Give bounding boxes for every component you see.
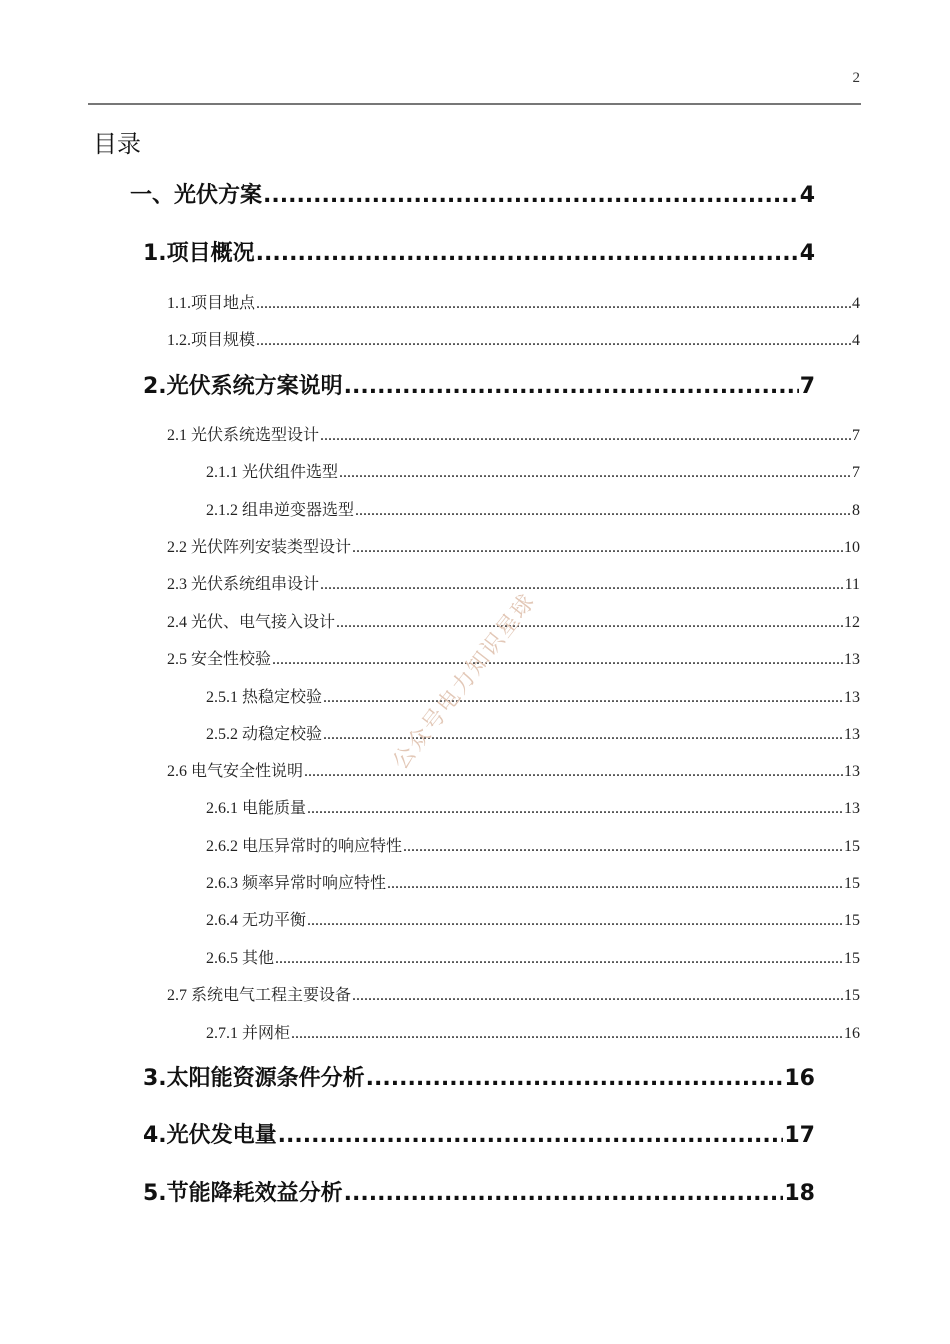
watermark: 公众号电力知识星球 (388, 588, 541, 775)
page-number: 2 (852, 70, 860, 86)
dot-leader (275, 950, 843, 968)
toc-entry[interactable] (206, 497, 860, 520)
toc-entry[interactable] (167, 422, 860, 445)
toc-entry-label: 1.1.项目地点 (167, 295, 256, 312)
toc-entry[interactable] (206, 459, 860, 482)
toc-entry-page: 15 (844, 950, 860, 967)
toc-entry[interactable] (130, 178, 815, 209)
toc-entry-page: 16 (784, 1066, 815, 1091)
toc-entry-label: 4.光伏发电量 (143, 1123, 277, 1148)
toc-title: 目录 (93, 130, 141, 158)
toc-entry-label: 2.3 光伏系统组串设计 (167, 576, 320, 593)
dot-leader (320, 427, 851, 445)
toc-entry-page: 18 (784, 1181, 815, 1206)
toc-entry-page: 4 (799, 241, 815, 266)
toc-entry-label: 1.2.项目规模 (167, 332, 256, 349)
toc-entry[interactable] (143, 1176, 815, 1207)
toc-entry-label: 2.5.2 动稳定校验 (206, 726, 323, 743)
toc-entry-label: 5.节能降耗效益分析 (143, 1181, 343, 1206)
toc-entry[interactable] (167, 758, 860, 781)
toc-entry[interactable] (143, 236, 815, 267)
toc-entry[interactable] (167, 290, 860, 313)
toc-entry[interactable] (167, 982, 860, 1005)
toc-entry-label: 2.1.1 光伏组件选型 (206, 464, 339, 481)
dot-leader (320, 576, 844, 594)
toc-entry[interactable] (206, 721, 860, 744)
toc-entry[interactable] (167, 534, 860, 557)
toc-entry-page: 12 (844, 614, 860, 631)
dot-leader (344, 374, 799, 399)
toc-entry-page: 17 (784, 1123, 815, 1148)
toc-entry-page: 13 (844, 689, 860, 706)
toc-entry-page: 4 (852, 295, 860, 312)
dot-leader (256, 332, 851, 350)
toc-entry-label: 2.1 光伏系统选型设计 (167, 427, 320, 444)
toc-entry-page: 15 (844, 987, 860, 1004)
toc-entry[interactable] (206, 907, 860, 930)
dot-leader (352, 539, 843, 557)
dot-leader (263, 183, 799, 208)
toc-entry[interactable] (167, 571, 860, 594)
toc-entry-page: 7 (799, 374, 815, 399)
toc-entry-label: 3.太阳能资源条件分析 (143, 1066, 365, 1091)
toc-entry[interactable] (206, 833, 860, 856)
dot-leader (307, 912, 843, 930)
toc-entry-page: 4 (852, 332, 860, 349)
toc-entry-page: 13 (844, 763, 860, 780)
toc-entry-label: 2.6.2 电压异常时的响应特性 (206, 838, 403, 855)
toc-entry-label: 2.6 电气安全性说明 (167, 763, 304, 780)
toc-entry-label: 2.6.3 频率异常时响应特性 (206, 875, 387, 892)
toc-entry-page: 13 (844, 800, 860, 817)
toc-entry-label: 2.5 安全性校验 (167, 651, 272, 668)
dot-leader (352, 987, 843, 1005)
dot-leader (256, 295, 851, 313)
header-rule (88, 103, 861, 105)
dot-leader (323, 689, 843, 707)
toc-entry-page: 13 (844, 726, 860, 743)
toc-entry-label: 1.项目概况 (143, 241, 255, 266)
toc-entry-page: 7 (852, 427, 860, 444)
toc-entry-label: 2.7 系统电气工程主要设备 (167, 987, 352, 1004)
toc-entry[interactable] (206, 684, 860, 707)
toc-entry[interactable] (167, 646, 860, 669)
toc-entry-label: 2.6.5 其他 (206, 950, 275, 967)
toc-entry[interactable] (206, 945, 860, 968)
toc-entry-label: 2.5.1 热稳定校验 (206, 689, 323, 706)
dot-leader (403, 838, 843, 856)
toc-entry-label: 2.光伏系统方案说明 (143, 374, 343, 399)
toc-entry[interactable] (143, 369, 815, 400)
toc-entry-label: 2.6.4 无功平衡 (206, 912, 307, 929)
toc-entry-page: 4 (799, 183, 815, 208)
dot-leader (256, 241, 799, 266)
dot-leader (355, 502, 851, 520)
dot-leader (339, 464, 851, 482)
toc-entry[interactable] (206, 795, 860, 818)
dot-leader (336, 614, 843, 632)
toc-entry[interactable] (143, 1118, 815, 1149)
dot-leader (304, 763, 843, 781)
toc-entry-label: 2.7.1 并网柜 (206, 1025, 291, 1042)
toc-entry-label: 2.2 光伏阵列安装类型设计 (167, 539, 352, 556)
toc-entry-page: 15 (844, 912, 860, 929)
dot-leader (291, 1025, 843, 1043)
toc-entry-page: 11 (844, 576, 860, 593)
toc-entry[interactable] (143, 1061, 815, 1092)
dot-leader (272, 651, 843, 669)
toc-entry[interactable] (206, 870, 860, 893)
dot-leader (344, 1181, 784, 1206)
toc-entry[interactable] (167, 327, 860, 350)
dot-leader (307, 800, 843, 818)
toc-entry-page: 15 (844, 875, 860, 892)
toc-entry-page: 8 (852, 502, 860, 519)
toc-entry-label: 2.1.2 组串逆变器选型 (206, 502, 355, 519)
dot-leader (323, 726, 843, 744)
dot-leader (387, 875, 843, 893)
toc-entry-label: 2.6.1 电能质量 (206, 800, 307, 817)
toc-entry[interactable] (167, 609, 860, 632)
toc-entry-page: 16 (844, 1025, 860, 1042)
toc-entry-label: 2.4 光伏、电气接入设计 (167, 614, 336, 631)
toc-entry-page: 10 (844, 539, 860, 556)
dot-leader (366, 1066, 784, 1091)
toc-entry-page: 7 (852, 464, 860, 481)
toc-entry-page: 15 (844, 838, 860, 855)
toc-entry-page: 13 (844, 651, 860, 668)
dot-leader (278, 1123, 784, 1148)
toc-entry-label: 一、光伏方案 (130, 183, 263, 208)
toc-entry[interactable] (206, 1020, 860, 1043)
